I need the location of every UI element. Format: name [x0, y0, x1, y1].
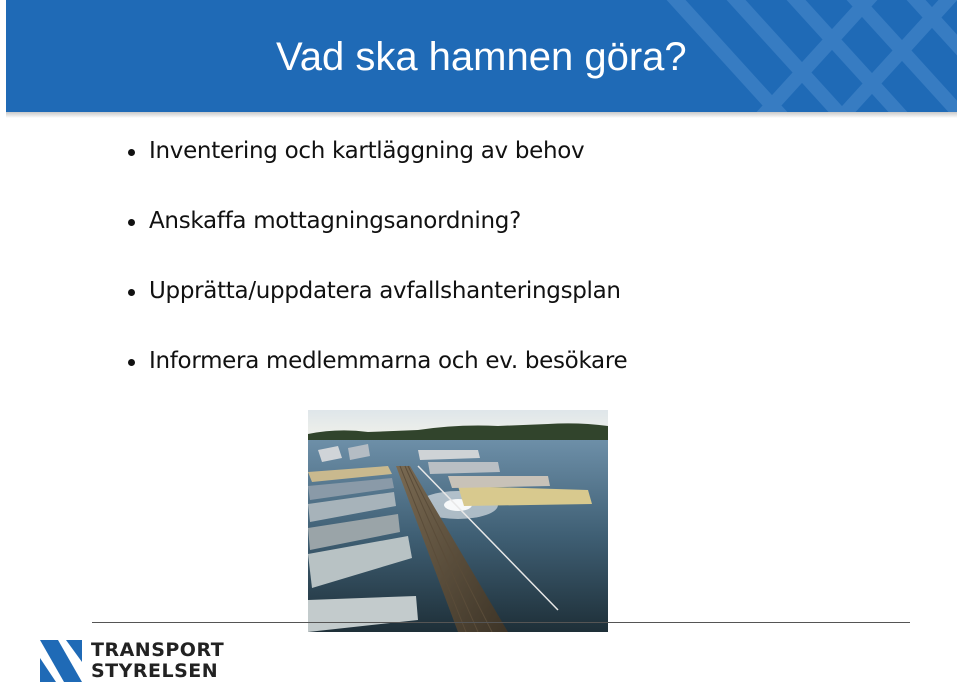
harbor-photo-graphic: [308, 410, 608, 632]
header-shadow: [6, 112, 957, 118]
header-banner: [6, 0, 957, 112]
logo-line-2: STYRELSEN: [91, 660, 219, 682]
slide-title: Vad ska hamnen göra?: [276, 35, 687, 79]
logo-line-1: TRANSPORT: [91, 639, 225, 661]
footer-divider: [92, 622, 910, 623]
bullet-text: Inventering och kartläggning av behov: [149, 138, 585, 164]
bullet-dot-icon: [128, 149, 135, 156]
logo-wordmark: [91, 640, 224, 682]
transportstyrelsen-logo-mark-icon: [40, 640, 82, 682]
bullet-text: Informera medlemmarna och ev. besökare: [149, 348, 628, 374]
bullet-text: Anskaffa mottagningsanordning?: [149, 208, 521, 234]
transportstyrelsen-logo: [40, 639, 225, 682]
harbor-boats-photo: [308, 410, 608, 632]
bullet-text: Upprätta/uppdatera avfallshanteringsplan: [149, 278, 621, 304]
bullet-dot-icon: [128, 219, 135, 226]
bullet-dot-icon: [128, 359, 135, 366]
bullet-dot-icon: [128, 289, 135, 296]
